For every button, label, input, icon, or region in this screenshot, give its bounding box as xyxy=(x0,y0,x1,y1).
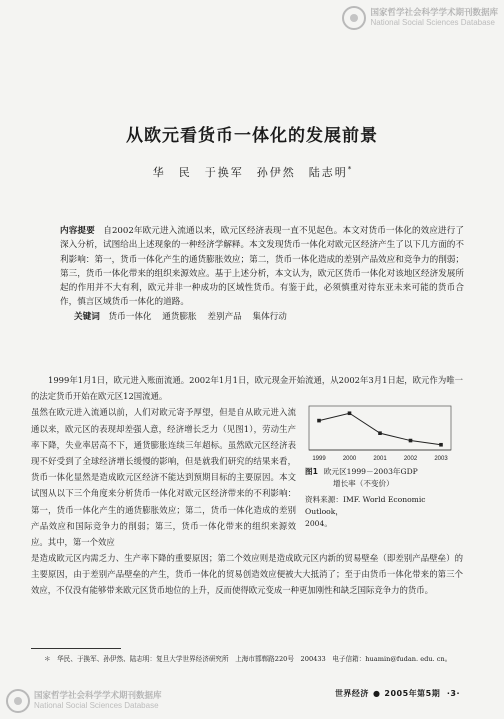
watermark-top xyxy=(342,6,498,30)
data-point xyxy=(378,431,382,435)
abstract-label: 内容提要 xyxy=(60,226,95,236)
keyword: 货币一体化 xyxy=(108,311,152,322)
author-footnote: ＊ 华民、于换军、孙伊然、陆志明：复旦大学世界经济研究所 上海市邯郸路220号 200433 电子信箱：huamin@fudan. edu. cn。 xyxy=(44,655,452,663)
gdp-growth-chart xyxy=(301,402,459,466)
data-point xyxy=(317,419,321,423)
keyword: 通货膨胀 xyxy=(162,311,197,322)
body-text-narrow: 虽然在欧元进入流通以前，人们对欧元寄予厚望，但是自从欧元进入流通以来，欧元区的表现却差强人意，经济增长乏力（见图1），劳动生产率下降，失业率居高不下，通货膨胀连续三年超标。虽然欧元区经济表现不好受到了全球经济增长缓慢的影响，但是就我们研究的结果来看，货币一体化显然是造成欧元区经济不能达到预期目标的主要原因。本文试图从以下三个角度来分析货币一体化对欧元区经济带来的不利影响：第一，货币一体化产生的通货膨胀效应；第二，货币一体化造成的差别产品效应和国际竞争力的削弱；第三，货币一体化带来的组织来源效应。其中，第一个效应 xyxy=(31,407,296,548)
article-authors xyxy=(0,164,504,180)
abstract-text: 自2002年欧元进入流通以来，欧元区经济表现一直不见起色。本文对货币一体化的效应进行了深入分析，试图给出上述现象的一种经济学解释。本文发现货币一体化对欧元区经济产生了以下几方面的不利影响：第一，货币一体化产生的通货膨胀效应；第二，货币一体化造成的差别产品效应和竞争力的削弱；第三，货币一体化带来的组织来源效应。基于上述分析，本文认为，欧元区货币一体化对该地区经济发展所起的作用并不大有利，欧元并非一种成功的区域性货币。有鉴于此，必须慎重对待东亚未来可能的货币合作，慎言区域货币一体化的道路。 xyxy=(60,226,464,308)
keyword: 集体行动 xyxy=(252,311,287,322)
watermark-en: National Social Sciences Database xyxy=(370,18,495,27)
body-text-wide: 1999年1月1日，欧元进入账面流通。2002年1月1日，欧元现金开始流通，从2002年3月1日起，欧元作为唯一的法定货币开始在欧元区12国流通。 xyxy=(31,375,463,402)
page-number: ·3· xyxy=(446,689,460,698)
body-text-full: 是造成欧元区内需乏力、生产率下降的重要原因；第二个效应则是造成欧元区内新的贸易壁垒（即差别产品壁垒）的主要原因，由于差别产品壁垒的产生，货币一体化的贸易创造效应便被大大抵消了；至于由货币一体化带来的第三个效应，不仅没有能够带来欧元区货币地位的上升，反而使得欧元变成一种更加刚性和缺乏国际竞争力的货币。 xyxy=(31,553,463,596)
x-tick-label: 2002 xyxy=(403,456,418,462)
keywords-line xyxy=(60,310,464,324)
author-names: 华 民 于换军 孙伊然 陆志明 xyxy=(152,166,348,179)
x-tick-label: 2001 xyxy=(373,456,387,462)
watermark-cn: 国家哲学社会科学学术期刊数据库 xyxy=(34,691,162,701)
running-footer: 世界经济 ● 2005年第5期 ·3· xyxy=(334,689,460,698)
data-point xyxy=(348,411,352,415)
data-point xyxy=(409,439,413,443)
keywords-label: 关键词 xyxy=(74,311,100,322)
figure-source-line2: 2004。 xyxy=(305,519,332,528)
figure-1 xyxy=(301,402,464,530)
keyword: 差别产品 xyxy=(207,311,242,322)
watermark-cn: 国家哲学社会科学学术期刊数据库 xyxy=(370,8,498,18)
x-tick-label: 1999 xyxy=(312,456,326,462)
article-title: 从欧元看货币一体化的发展前景 xyxy=(126,126,378,146)
figure-label: 图1 xyxy=(305,467,318,476)
figure-caption xyxy=(305,466,464,530)
x-tick-label: 2000 xyxy=(342,456,357,462)
figure-caption-line1: 欧元区1999－2003年GDP xyxy=(323,467,418,476)
footnote-rule xyxy=(31,648,121,649)
database-seal-icon xyxy=(342,6,366,30)
figure-caption-line2: 增长率（不变价） xyxy=(333,479,394,488)
journal-issue: 2005年第5期 xyxy=(384,689,441,698)
watermark-en: National Social Sciences Database xyxy=(34,701,159,710)
x-tick-label: 2003 xyxy=(434,456,448,462)
database-seal-icon xyxy=(6,689,30,713)
abstract xyxy=(60,224,464,324)
series-line xyxy=(319,413,441,445)
author-footnote-mark: * xyxy=(347,165,352,174)
body-paragraph-2 xyxy=(31,550,463,599)
data-point xyxy=(439,443,443,447)
watermark-bottom xyxy=(6,689,162,713)
journal-name: 世界经济 xyxy=(334,689,369,698)
figure-source-line1: 资料来源：IMF. World Economic Outlook， xyxy=(305,495,426,516)
